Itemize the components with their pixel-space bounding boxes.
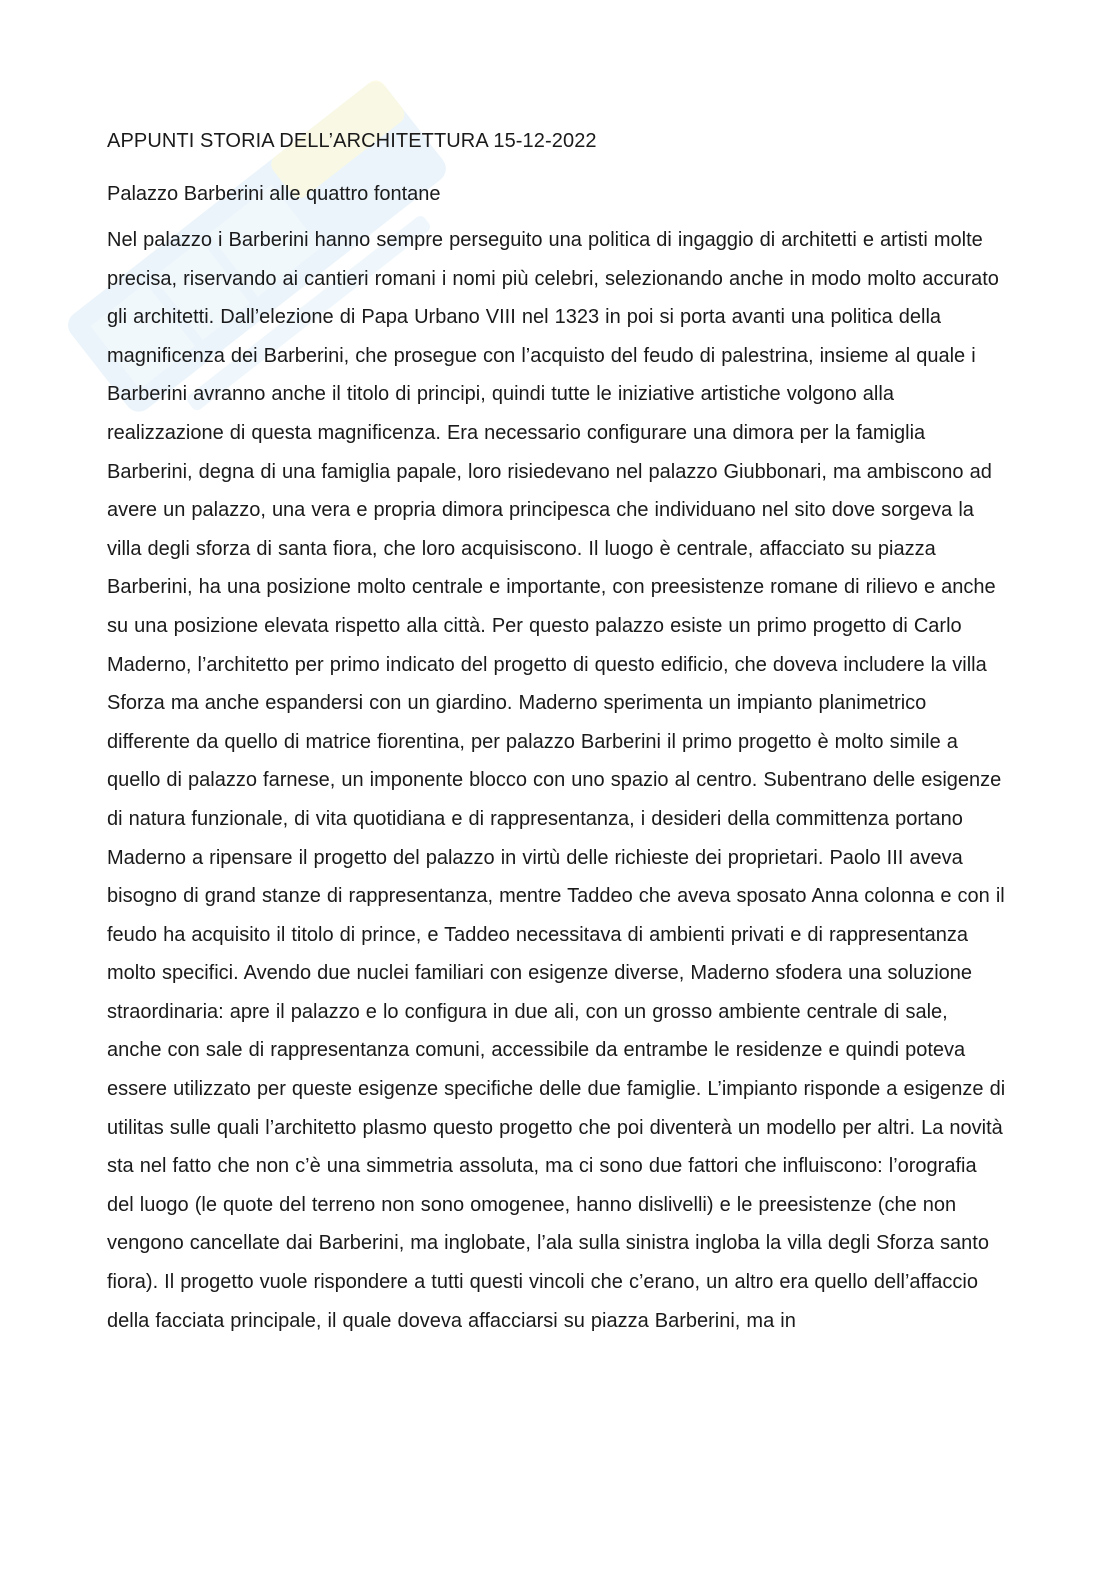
document-title: APPUNTI STORIA DELL’ARCHITETTURA 15-12-2022 — [107, 130, 597, 152]
document-subtitle: Palazzo Barberini alle quattro fontane — [107, 183, 441, 205]
document-body-paragraph: Nel palazzo i Barberini hanno sempre perseguito una politica di ingaggio di architetti e artisti molte precisa, riservando ai cantieri romani i nomi più celebri, selezionando anche in modo molto accurato gli architetti. Dall’elezione di Papa Urbano VIII nel 1323 in poi si porta avanti una politica della magnificenza dei Barberini, che prosegue con l’acquisto del feudo di palestrina, insieme al quale i Barberini avranno anche il titolo di principi, quindi tutte le iniziative artistiche volgono alla realizzazione di questa magnificenza. Era necessario configurare una dimora per la famiglia Barberini, degna di una famiglia papale, loro risiedevano nel palazzo Giubbonari, ma ambiscono ad avere un palazzo, una vera e propria dimora principesca che individuano nel sito dove sorgeva la villa degli sforza di santa fiora, che loro acquisiscono. Il luogo è centrale, affacciato su piazza Barberini, ha una posizione molto centrale e importante, con preesistenze romane di rilievo e anche su una posizione elevata rispetto alla città. Per questo palazzo esiste un primo progetto di Carlo Maderno, l’architetto per primo indicato del progetto di questo edificio, che doveva includere la villa Sforza ma anche espandersi con un giardino. Maderno sperimenta un impianto planimetrico differente da quello di matrice fiorentina, per palazzo Barberini il primo progetto è molto simile a quello di palazzo farnese, un imponente blocco con uno spazio al centro. Subentrano delle esigenze di natura funzionale, di vita quotidiana e di rappresentanza, i desideri della committenza portano Maderno a ripensare il progetto del palazzo in virtù delle richieste dei proprietari. Paolo III aveva bisogno di grand stanze di rappresentanza, mentre Taddeo che aveva sposato Anna colonna e con il feudo ha acquisito il titolo di prince, e Taddeo necessitava di ambienti privati e di rappresentanza molto specifici. Avendo due nuclei familiari con esigenze diverse, Maderno sfodera una soluzione straordinaria: apre il palazzo e lo configura in due ali, con un grosso ambiente centrale di sale, anche con sale di rappresentanza comuni, accessibile da entrambe le residenze e quindi poteva essere utilizzato per queste esigenze specifiche delle due famiglie. L’impianto risponde a esigenze di utilitas sulle quali l’architetto plasmo questo progetto che poi diventerà un modello per altri. La novità sta nel fatto che non c’è una simmetria assoluta, ma ci sono due fattori che influiscono: l’orografia del luogo (le quote del terreno non sono omogenee, hanno dislivelli) e le preesistenze (che non vengono cancellate dai Barberini, ma inglobate, l’ala sulla sinistra ingloba la villa degli Sforza santo fiora). Il progetto vuole rispondere a tutti questi vincoli che c’erano, un altro era quello dell’affaccio della facciata principale, il quale doveva affacciarsi su piazza Barberini, ma in — [107, 229, 1006, 1332]
document-page — [107, 128, 1007, 1340]
